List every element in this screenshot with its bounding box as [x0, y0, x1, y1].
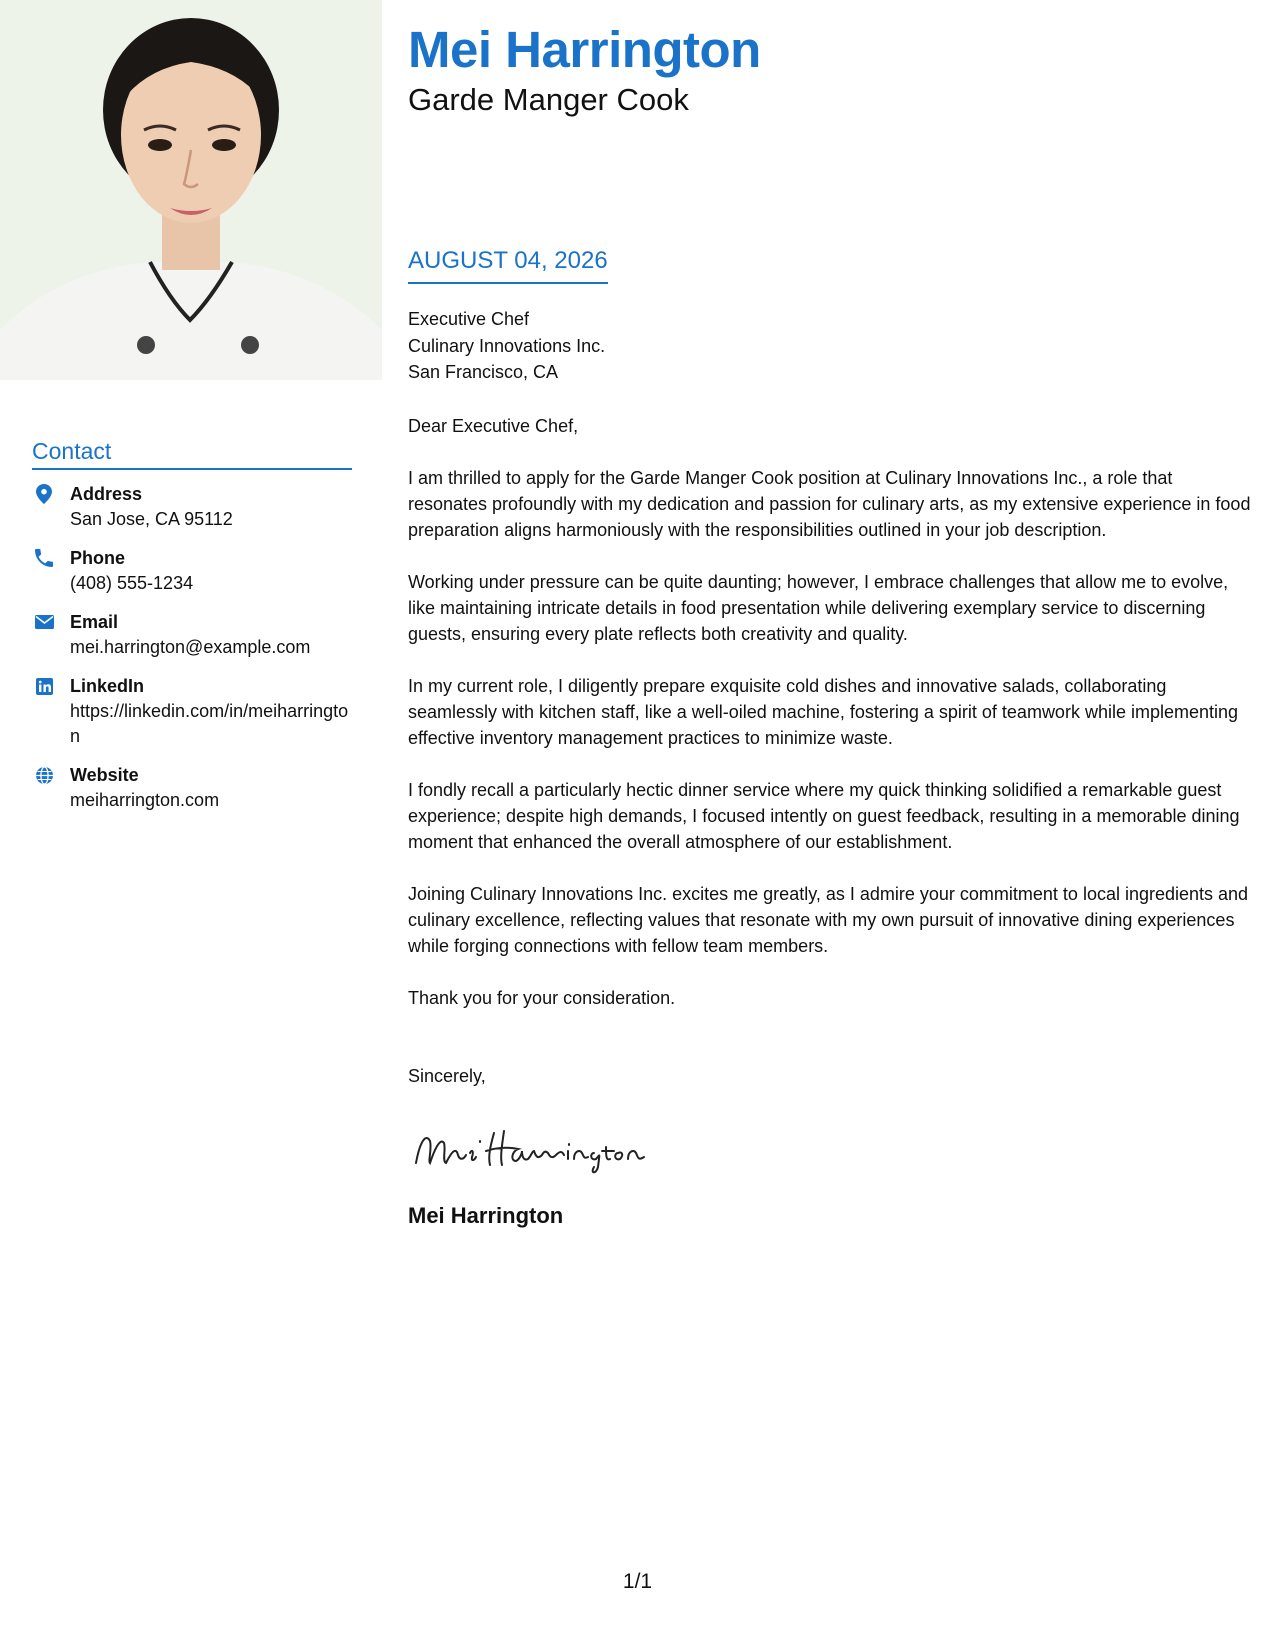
envelope-icon [34, 612, 54, 632]
paragraph-4: I fondly recall a particularly hectic dinner service where my quick thinking solidified a remarkable guest experience; despite high demands, I focused intently on guest feedback, resulting in a memorable dining moment that enhanced the overall atmosphere of our establishment. [408, 779, 1240, 852]
paragraph-3: In my current role, I diligently prepare exquisite cold dishes and innovative salads, collaborating seamlessly with kitchen staff, like a well-oiled machine, fostering a spirit of teamwork while implementing effective inventory management practices to minimize waste. [408, 675, 1239, 748]
signed-name: Mei Harrington [408, 1202, 564, 1228]
closing: Sincerely, [408, 1065, 486, 1086]
globe-icon [34, 765, 54, 785]
contact-section [32, 438, 352, 827]
address-label: Address [70, 484, 143, 504]
phone-value: (408) 555-1234 [70, 573, 194, 593]
salutation: Dear Executive Chef, [408, 415, 579, 436]
paragraph-thanks: Thank you for your consideration. [408, 987, 676, 1008]
signature-image [408, 1111, 1253, 1181]
location-pin-icon [34, 484, 54, 504]
profile-photo [0, 0, 382, 380]
paragraph-2: Working under pressure can be quite daunting; however, I embrace challenges that allow me to evolve, like maintaining intricate details in food presentation while delivering exemplary service to discerning guests, ensuring every plate reflects both creativity and quality. [408, 571, 1229, 644]
contact-email [32, 610, 352, 660]
recipient-location: San Francisco, CA [408, 362, 559, 382]
paragraph-5: Joining Culinary Innovations Inc. excites me greatly, as I admire your commitment to local ingredients and culinary excellence, reflecting values that resonate with my own pursuit of innovative dining experiences while forging connections with fellow team members. [408, 883, 1249, 956]
contact-address [32, 482, 352, 532]
email-label: Email [70, 612, 119, 632]
handwritten-signature-icon [408, 1111, 668, 1181]
recipient-title: Executive Chef [408, 309, 530, 329]
portrait-icon [0, 0, 382, 380]
contact-linkedin [32, 674, 352, 749]
contact-phone [32, 546, 352, 596]
page-number: 1/1 [622, 1570, 653, 1593]
paragraph-1: I am thrilled to apply for the Garde Manger Cook position at Culinary Innovations Inc., a role that resonates profoundly with my dedication and passion for culinary arts, as my extensive experience in food preparation aligns harmoniously with the responsibilities outlined in your job description. [408, 467, 1251, 540]
phone-label: Phone [70, 548, 126, 568]
candidate-name: Mei Harrington [408, 21, 761, 78]
recipient-company: Culinary Innovations Inc. [408, 335, 606, 356]
letter-body [408, 246, 1253, 1229]
email-value[interactable]: mei.harrington@example.com [70, 637, 311, 657]
contact-website [32, 763, 352, 813]
linkedin-icon [34, 676, 54, 696]
website-value[interactable]: meiharrington.com [70, 790, 220, 810]
phone-icon [34, 548, 54, 568]
linkedin-value[interactable]: https://linkedin.com/in/meiharrington [70, 701, 349, 746]
recipient-block [408, 306, 1253, 386]
linkedin-label: LinkedIn [70, 676, 145, 696]
contact-heading: Contact [32, 438, 352, 470]
website-label: Website [70, 765, 139, 785]
job-title: Garde Manger Cook [408, 82, 689, 117]
address-value: San Jose, CA 95112 [70, 509, 233, 529]
letter-date: AUGUST 04, 2026 [408, 246, 608, 284]
